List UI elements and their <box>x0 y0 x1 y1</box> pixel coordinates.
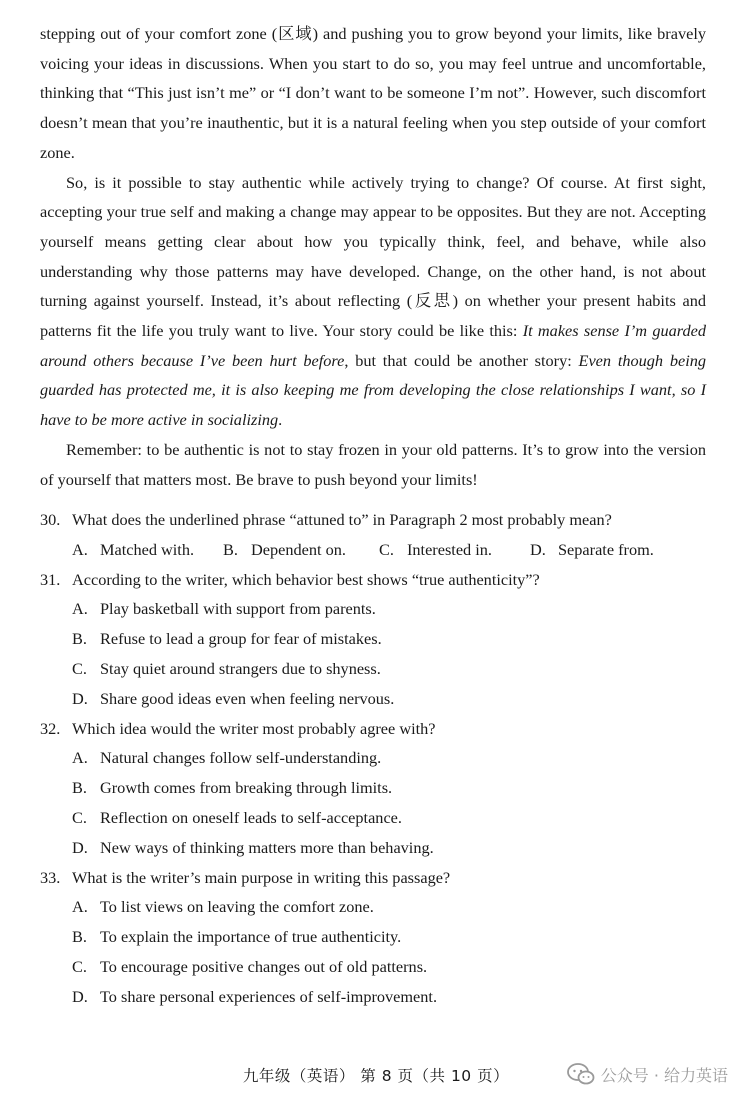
option-a[interactable] <box>72 594 720 624</box>
option-letter: D. <box>72 986 88 1006</box>
option-letter: A. <box>72 897 88 917</box>
option-list <box>40 892 720 1011</box>
option-c[interactable] <box>379 535 530 565</box>
option-text: Separate from. <box>558 539 654 559</box>
option-letter: C. <box>72 807 87 827</box>
option-c[interactable] <box>72 803 720 833</box>
option-text: To encourage positive changes out of old patterns. <box>100 956 428 976</box>
option-text: Dependent on. <box>251 539 346 559</box>
option-text: Reflection on oneself leads to self-acceptance. <box>100 807 402 827</box>
option-a[interactable] <box>72 743 720 773</box>
option-text: To explain the importance of true authenticity. <box>100 927 402 947</box>
watermark-text: 公众号 · 给力英语 <box>600 1065 728 1085</box>
option-a[interactable] <box>72 892 720 922</box>
paragraph-2-italic-2: Even though being guarded has protected me, it is also keeping me from developing the close relationships I want, so I have to be more active in socializing <box>40 350 706 430</box>
paragraph-2 <box>40 168 706 435</box>
question-stem <box>40 505 720 535</box>
option-text: Refuse to lead a group for fear of mistakes. <box>100 629 382 649</box>
option-d[interactable] <box>530 535 654 565</box>
question-number: 33. <box>40 867 61 887</box>
question-stem <box>40 565 720 595</box>
option-letter: A. <box>72 539 88 559</box>
option-letter: B. <box>72 927 87 947</box>
option-list <box>40 594 720 713</box>
option-b[interactable] <box>72 624 720 654</box>
option-c[interactable] <box>72 654 720 684</box>
option-letter: C. <box>72 658 87 678</box>
option-text: New ways of thinking matters more than behaving. <box>100 837 434 857</box>
paragraph-2-italic-1: It makes sense I’m guarded around others because I’ve been hurt before <box>40 321 707 370</box>
option-letter: B. <box>223 539 238 559</box>
option-letter: A. <box>72 748 88 768</box>
paragraph-3: Remember: to be authentic is not to stay frozen in your old patterns. It’s to grow into the version of yourself that matters most. Be brave to push beyond your limits! <box>40 439 706 489</box>
option-letter: D. <box>72 837 88 857</box>
option-c[interactable] <box>72 952 720 982</box>
paragraph-2-end: . <box>278 410 283 430</box>
option-letter: C. <box>379 539 394 559</box>
option-a[interactable] <box>72 535 223 565</box>
option-d[interactable] <box>72 684 720 714</box>
wechat-icon <box>567 1062 595 1086</box>
option-letter: D. <box>72 688 88 708</box>
question-number: 30. <box>40 510 61 529</box>
reading-passage <box>40 19 706 494</box>
option-text: Play basketball with support from parents. <box>100 599 376 619</box>
question-text: What is the writer’s main purpose in writing this passage? <box>72 867 451 887</box>
option-b[interactable] <box>72 773 720 803</box>
option-b[interactable] <box>72 922 720 952</box>
option-text: Share good ideas even when feeling nervous. <box>100 688 395 708</box>
question-32 <box>40 714 720 863</box>
option-letter: D. <box>530 539 546 559</box>
option-letter: A. <box>72 599 88 619</box>
option-text: Growth comes from breaking through limits. <box>100 778 393 798</box>
question-list <box>40 505 720 1012</box>
question-33 <box>40 863 720 1012</box>
option-d[interactable] <box>72 982 720 1012</box>
option-d[interactable] <box>72 833 720 863</box>
option-text: Interested in. <box>407 539 492 559</box>
option-b[interactable] <box>223 535 379 565</box>
paragraph-2-text-a: So, is it possible to stay authentic while actively trying to change? Of course. At first sight, accepting your true self and making a change may appear to be opposites. But they are not. Accepting yourself means getting clear about how you typically think, feel, and behave, while also understanding why those patterns may have developed. Change, on the other hand, is not about turning against yourself. Instead, it’s about reflecting (反思) on whether your present habits and patterns fit the life you truly want to live. Your story could be like this: <box>40 172 706 341</box>
paragraph-1-continued: stepping out of your comfort zone (区域) and pushing you to grow beyond your limits, like bravely voicing your ideas in discussions. When you start to do so, you may feel untrue and uncomfortable, thinking that “This just isn’t me” or “I don’t want to be someone I’m not”. However, such discomfort doesn’t mean that you’re inauthentic, but it is a natural feeling when you step outside of your comfort zone. <box>40 24 706 162</box>
option-letter: C. <box>72 956 87 976</box>
page-footer: 九年级（英语） 第 8 页（共 10 页） <box>242 1067 510 1085</box>
question-31 <box>40 565 720 714</box>
question-number: 31. <box>40 569 61 589</box>
option-text: To list views on leaving the comfort zone. <box>100 897 374 917</box>
question-30 <box>40 505 720 565</box>
option-text: Stay quiet around strangers due to shyness. <box>100 658 381 678</box>
option-letter: B. <box>72 778 87 798</box>
question-text: Which idea would the writer most probably agree with? <box>72 718 436 738</box>
option-text: Matched with. <box>100 539 195 559</box>
option-letter: B. <box>72 629 87 649</box>
option-text: Natural changes follow self-understanding. <box>100 748 382 768</box>
watermark <box>567 1062 728 1086</box>
paragraph-2-text-b: , but that could be another story: <box>344 350 579 370</box>
option-text: To share personal experiences of self-improvement. <box>100 986 438 1006</box>
option-list <box>40 535 720 565</box>
question-text: According to the writer, which behavior best shows “true authenticity”? <box>72 569 540 589</box>
question-text: What does the underlined phrase “attuned to” in Paragraph 2 most probably mean? <box>72 510 612 529</box>
option-list <box>40 743 720 862</box>
question-stem <box>40 714 720 744</box>
question-stem <box>40 863 720 893</box>
question-number: 32. <box>40 718 61 738</box>
